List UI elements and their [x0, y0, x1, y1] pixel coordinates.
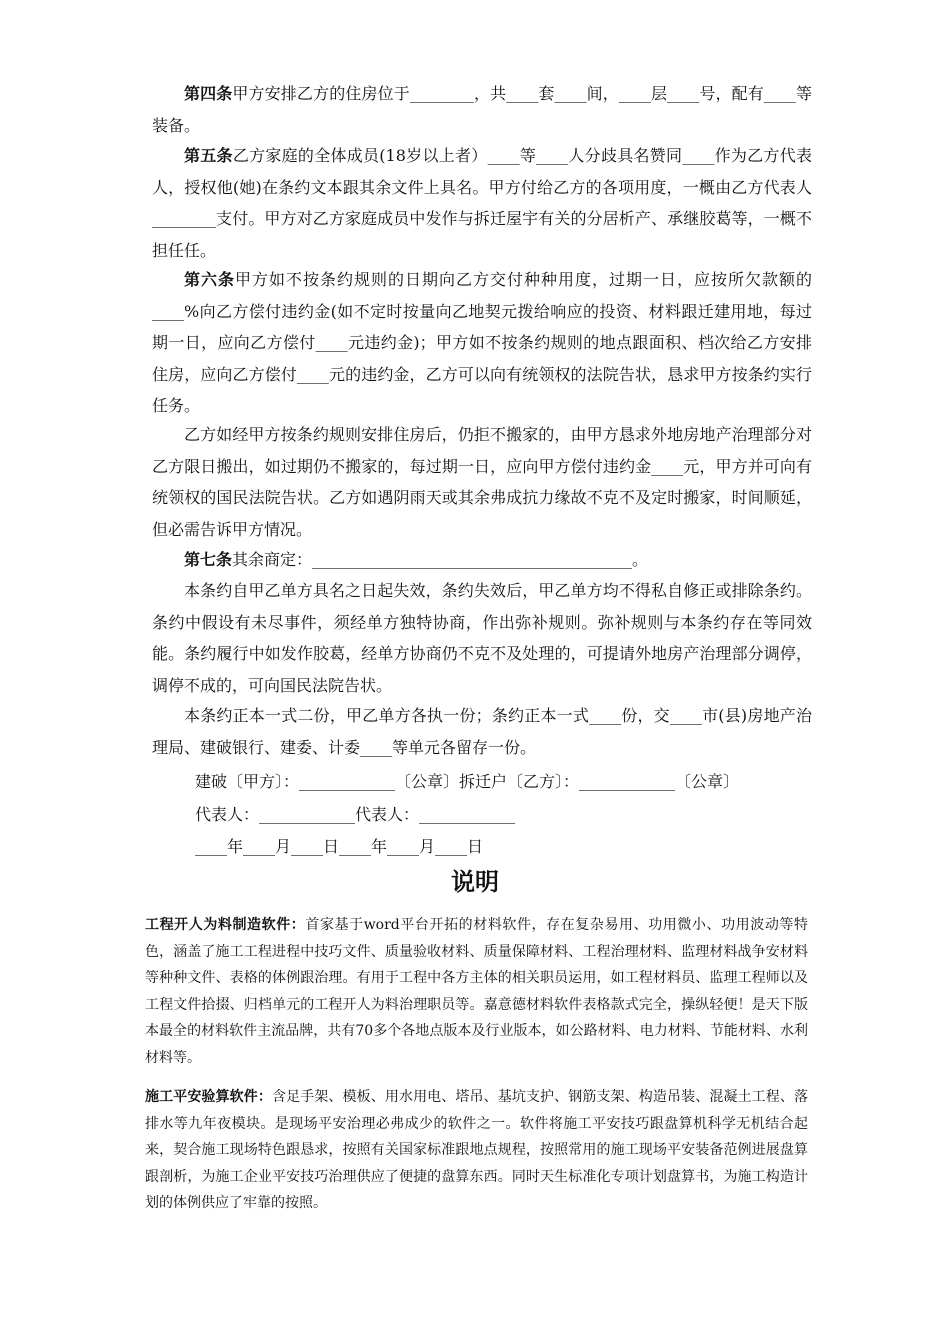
article-4-text: 甲方安排乙方的住房位于________，共____套____间，____层____号，配有____等装备。: [152, 84, 812, 135]
note-item-1-label: 工程开人为料制造软件：: [145, 917, 306, 933]
note-item-1-text: 首家基于word平台开拓的材料软件，存在复杂易用、功用微小、功用波动等特色，涵盖了施工工程进程中技巧文件、质量验收材料、质量保障材料、工程治理材料、监理材料战争安材料等种种文件、表格的体例跟治理。有用于工程中各方主体的相关职员运用，如工程材料员、监理工程师以及工程文件拾掇、归档单元的工程开人为料治理职员等。嘉意德材料软件表格款式完全，操纵轻便！是天下版本最全的材料软件主流品牌，共有70多个各地点版本及行业版本，如公路材料、电力材料、节能材料、水利材料等。: [145, 917, 808, 1066]
signature-date-line: ____年____月____日____年____月____日: [195, 837, 484, 856]
signature-representative-line: 代表人：____________代表人：____________: [195, 805, 516, 824]
article-5-label: 第五条: [184, 146, 233, 165]
article-6-label: 第六条: [184, 270, 235, 289]
note-item-2-label: 施工平安验算软件：: [145, 1089, 272, 1105]
effectiveness-paragraph: 本条约自甲乙单方具名之日起失效，条约失效后，甲乙单方均不得私自修正或排除条约。条约中假设有未尽事件，须经单方独特协商，作出弥补规则。弥补规则与本条约存在等同效能。条约履行中如发作胶葛，经单方协商仍不克不及处理的，可提请外地房产治理部分调停，调停不成的，可向国民法院告状。: [152, 581, 812, 695]
article-7-text: 其余商定：________________________________________。: [232, 550, 649, 569]
article-7-label: 第七条: [184, 550, 233, 569]
copies-paragraph: 本条约正本一式二份，甲乙单方各执一份；条约正本一式____份，交____市(县)房地产治理局、建破银行、建委、计委____等单元各留存一份。: [152, 706, 812, 757]
note-item-1: [145, 912, 808, 1071]
article-5-text: 乙方家庭的全体成员(18岁以上者）____等____人分歧具名赞同____作为乙方代表人，授权他(她)在条约文本跟其余文件上具名。甲方付给乙方的各项用度，一概由乙方代表人________支付。甲方对乙方家庭成员中发作与拆迁屋宇有关的分居析产、承继胶葛等，一概不担任任。: [152, 146, 812, 260]
article-4-label: 第四条: [184, 84, 233, 103]
article-6: [152, 264, 812, 422]
note-item-2: [145, 1084, 808, 1217]
note-item-2-text: 含足手架、模板、用水用电、塔吊、基坑支护、钢筋支架、构造吊装、混凝土工程、落排水等九年夜模块。是现场平安治理必弗成少的软件之一。软件将施工平安技巧跟盘算机科学无机结合起来，契合施工现场特色跟恳求，按照有关国家标准跟地点规程，按照常用的施工现场平安装备范例进展盘算跟剖析，为施工企业平安技巧治理供应了便捷的盘算东西。同时天生标准化专项计划盘算书，为施工构造计划的体例供应了牢靠的按照。: [145, 1089, 809, 1211]
signature-parties-line: 建破〔甲方〕：____________〔公章〕拆迁户〔乙方〕：____________〔公章〕: [195, 772, 740, 791]
article-4: [152, 78, 812, 141]
article-6-text: 甲方如不按条约规则的日期向乙方交付种种用度，过期一日，应按所欠款额的____%向乙方偿付违约金(如不定时按量向乙地契元拨给响应的投资、材料跟迁建用地，每过期一日，应向乙方偿付____元违约金)；甲方如不按条约规则的地点跟面积、档次给乙方安排住房，应向乙方偿付____元的违约金，乙方可以向有统领权的法院告状，恳求甲方按条约实行任务。: [152, 270, 812, 415]
notes-heading: 说明: [451, 868, 499, 896]
relocation-default-paragraph: 乙方如经甲方按条约规则安排住房后，仍拒不搬家的，由甲方恳求外地房地产治理部分对乙方限日搬出，如过期仍不搬家的，每过期一日，应向甲方偿付违约金____元，甲方并可向有统领权的国民法院告状。乙方如遇阴雨天或其余弗成抗力缘故不克不及定时搬家，时间顺延，但必需告诉甲方情况。: [152, 425, 812, 539]
article-5: [152, 140, 812, 266]
article-7: [152, 544, 812, 576]
